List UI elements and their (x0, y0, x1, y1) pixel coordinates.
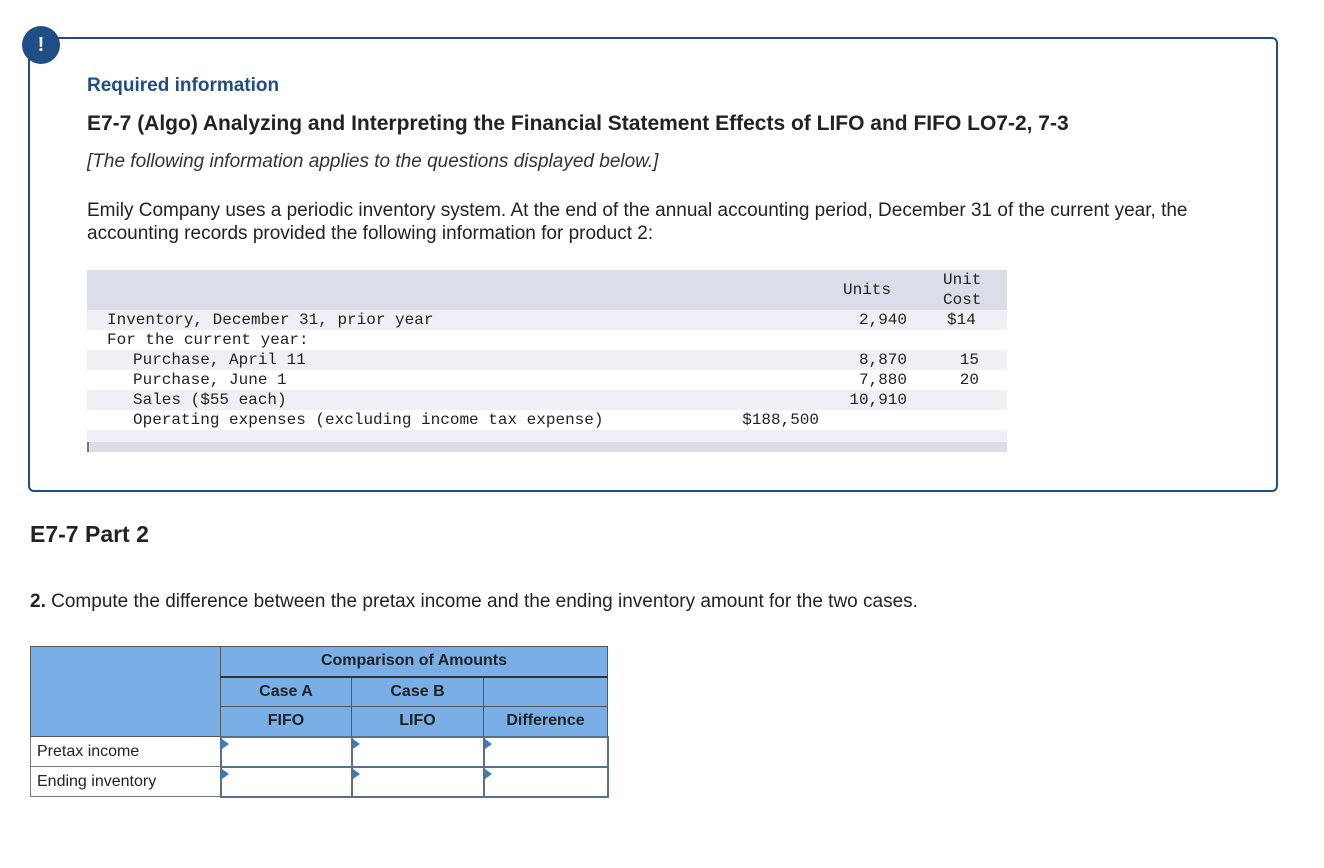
input-marker-icon (353, 769, 360, 779)
required-information-box (28, 37, 1278, 492)
input-marker-icon (222, 769, 229, 779)
pretax-income-fifo-cell (221, 737, 352, 767)
inventory-data-table (87, 270, 1007, 452)
row-units-prior-inventory: 2,940 (858, 311, 907, 329)
comparison-group-header: Comparison of Amounts (221, 647, 608, 677)
table-row (31, 737, 608, 767)
row-label-operating-expenses: Operating expenses (excluding income tax expense) (133, 411, 604, 429)
row-units-sales: 10,910 (849, 391, 907, 409)
ending-inventory-lifo-input[interactable] (353, 768, 483, 796)
row-cost-purchase-june: 20 (959, 371, 979, 389)
row-cost-purchase-april: 15 (959, 351, 979, 369)
question-body: Compute the difference between the pretax income and the ending inventory amount for the two cases. (45, 591, 918, 612)
row-label-purchase-june: Purchase, June 1 (133, 371, 287, 389)
ending-inventory-difference-input[interactable] (485, 768, 607, 796)
required-information-label: Required information (87, 75, 280, 96)
row-label-sales: Sales ($55 each) (133, 391, 287, 409)
question-text (30, 591, 918, 613)
case-a-header: Case A (221, 677, 352, 707)
row-label-prior-inventory: Inventory, December 31, prior year (107, 311, 434, 329)
row-units-purchase-june: 7,880 (858, 371, 907, 389)
row-amount-operating-expenses: $188,500 (742, 411, 819, 429)
data-table-footer (87, 442, 1007, 452)
problem-description: Emily Company uses a periodic inventory system. At the end of the annual accounting period, December 31 of the current year, the accounting records provided the following information for product 2: (87, 200, 1188, 244)
input-marker-icon (485, 769, 492, 779)
units-header: Units (843, 281, 892, 299)
exercise-title: E7-7 (Algo) Analyzing and Interpreting the Financial Statement Effects of LIFO and FIFO LO7-2, 7-3 (87, 112, 1069, 135)
row-label-current-year: For the current year: (107, 331, 309, 349)
unit-cost-header-line2: Cost (943, 291, 982, 309)
row-units-purchase-april: 8,870 (858, 351, 907, 369)
input-marker-icon (353, 739, 360, 749)
row-cost-prior-inventory: $14 (947, 311, 976, 329)
difference-blank-header (484, 677, 608, 707)
ending-inventory-label: Ending inventory (31, 767, 221, 797)
pretax-income-fifo-input[interactable] (222, 738, 351, 766)
pretax-income-difference-cell (484, 737, 608, 767)
ending-inventory-fifo-input[interactable] (222, 768, 351, 796)
pretax-income-label: Pretax income (31, 737, 221, 767)
comparison-corner-cell (31, 647, 221, 737)
lifo-header: LIFO (352, 707, 484, 737)
case-b-header: Case B (352, 677, 484, 707)
ending-inventory-fifo-cell (221, 767, 352, 797)
alert-icon: ! (22, 26, 60, 64)
pretax-income-difference-input[interactable] (485, 738, 607, 766)
difference-header: Difference (484, 707, 608, 737)
table-row (31, 767, 608, 797)
comparison-table (30, 646, 609, 798)
pretax-income-lifo-cell (352, 737, 484, 767)
ending-inventory-lifo-cell (352, 767, 484, 797)
part-title: E7-7 Part 2 (30, 521, 149, 547)
fifo-header: FIFO (221, 707, 352, 737)
pretax-income-lifo-input[interactable] (353, 738, 483, 766)
ending-inventory-difference-cell (484, 767, 608, 797)
input-marker-icon (222, 739, 229, 749)
data-table-stripe (87, 430, 1007, 442)
input-marker-icon (485, 739, 492, 749)
applies-note: [The following information applies to the questions displayed below.] (87, 151, 659, 172)
unit-cost-header-line1: Unit (943, 271, 982, 289)
question-number: 2. (30, 591, 46, 612)
row-label-purchase-april: Purchase, April 11 (133, 351, 306, 369)
